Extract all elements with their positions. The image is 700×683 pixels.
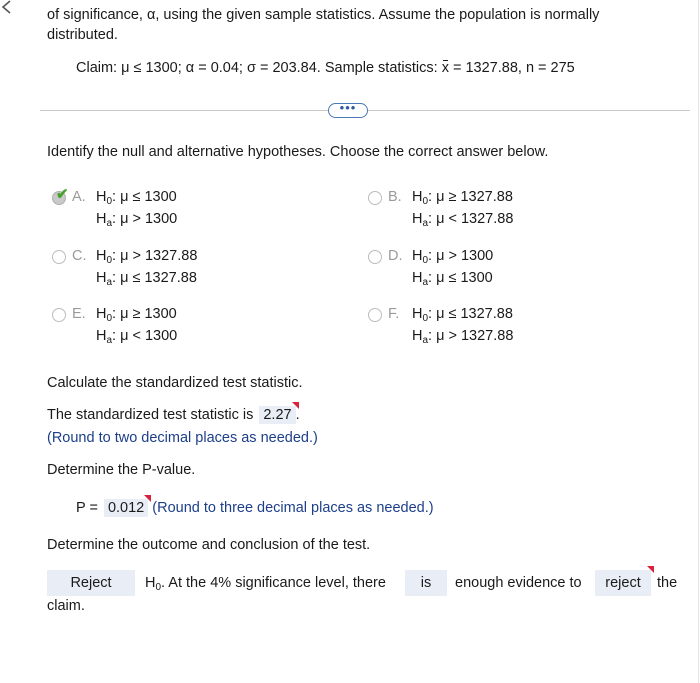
the-text: the [657,575,678,591]
checkmark-icon: ✔ [56,186,69,203]
conclusion-instruction: Determine the outcome and conclusion of the test. [47,537,371,553]
option-c-null: $H_0$: μ > 1327.88 [96,248,198,266]
more-button[interactable]: ••• [328,103,368,118]
p-value-label: P = [76,500,98,516]
test-statistic-answer[interactable]: 2.27 [259,406,295,424]
incorrect-flag-icon [144,495,151,502]
test-statistic-line: The standardized test statistic is 2.27 . [47,406,300,424]
claim-prefix: Claim: μ ≤ 1300; α = 0.04; σ = 203.84. Sample statistics: [76,60,442,76]
option-e-radio[interactable] [52,308,66,322]
problem-intro: of significance, α, using the given sample statistics. Assume the population is normally distributed. [47,7,600,43]
option-a-letter: A. [72,189,86,205]
option-f-alt: $H_a$: μ > 1327.88 [412,328,514,346]
test-statistic-prefix: The standardized test statistic is [47,407,254,423]
option-e-letter: E. [72,306,86,322]
option-d-letter: D. [388,248,403,264]
option-b-radio[interactable] [368,191,382,205]
p-value-answer[interactable]: 0.012 [104,499,148,517]
p-value-line [76,499,434,517]
option-f-null: $H_0$: μ ≤ 1327.88 [412,306,513,324]
p-value-instruction: Determine the P-value. [47,462,196,478]
option-c-radio[interactable] [52,250,66,264]
round-note-three-decimals: (Round to three decimal places as needed.) [152,500,434,516]
option-d-null: $H_0$: μ > 1300 [412,248,494,266]
option-e-null: $H_0$: μ ≥ 1300 [96,306,177,324]
evidence-dropdown[interactable]: is [405,570,447,596]
option-c-letter: C. [72,248,87,264]
option-b-alt: $H_a$: μ < 1327.88 [412,211,514,229]
option-f-letter: F. [388,306,400,322]
back-arrow-icon[interactable] [0,0,12,14]
conclusion-middle-text: $H_0$. At the 4% significance level, there [145,575,386,593]
option-d-radio[interactable] [368,250,382,264]
action-dropdown[interactable]: reject [595,570,651,596]
option-e-alt: $H_a$: μ < 1300 [96,328,178,346]
option-b-null: $H_0$: μ ≥ 1327.88 [412,189,513,207]
option-a-null: $H_0$: μ ≤ 1300 [96,189,177,207]
round-note-two-decimals: (Round to two decimal places as needed.) [47,430,318,446]
claim-statement [76,60,575,76]
decision-dropdown[interactable]: Reject [47,570,135,596]
option-b-letter: B. [388,189,402,205]
claim-suffix: = 1327.88, n = 275 [448,60,575,76]
right-border [698,0,699,683]
option-c-alt: $H_a$: μ ≤ 1327.88 [96,270,197,288]
option-a-alt: $H_a$: μ > 1300 [96,211,178,229]
incorrect-flag-icon [292,402,299,409]
hypotheses-question: Identify the null and alternative hypotheses. Choose the correct answer below. [47,144,549,160]
claim-word: claim. [47,598,85,614]
test-statistic-instruction: Calculate the standardized test statistic. [47,375,303,391]
incorrect-flag-icon [647,566,654,573]
xbar-symbol: x [441,60,449,76]
enough-evidence-text: enough evidence to [455,575,582,591]
option-f-radio[interactable] [368,308,382,322]
option-d-alt: $H_a$: μ ≤ 1300 [412,270,493,288]
